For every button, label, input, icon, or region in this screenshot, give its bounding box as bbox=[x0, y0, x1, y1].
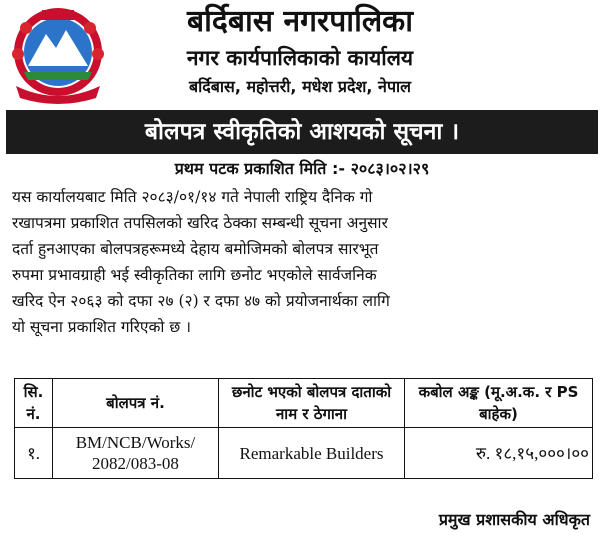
published-date: प्रथम पटक प्रकाशित मिति :- २०८३।०२।२९ bbox=[174, 159, 430, 178]
cell-amount: रु. १८,१५,०००।०० bbox=[405, 428, 593, 479]
office-name: नगर कार्यपालिकाको कार्यालय bbox=[186, 46, 414, 70]
body-line: दर्ता हुनआएका बोलपत्रहरूमध्ये देहाय बमोजिमको बोलपत्र सारभूत bbox=[12, 240, 379, 258]
body-line: रुपमा प्रभावग्राही भई स्वीकृतिका लागि छनोट भएकोले सार्वजनिक bbox=[12, 266, 377, 284]
table-header-row bbox=[15, 379, 593, 428]
table-row bbox=[15, 428, 593, 479]
body-line: खरिद ऐन २०६३ को दफा २७ (२) र दफा ४७ को प्रयोजनार्थका लागि bbox=[12, 292, 390, 310]
bid-table bbox=[14, 378, 593, 479]
cell-bid-no: BM/NCB/Works/ 2082/083-08 bbox=[53, 428, 219, 479]
office-address: बर्दिबास, महोत्तरी, मधेश प्रदेश, नेपाल bbox=[188, 77, 412, 96]
notice-body bbox=[12, 184, 592, 340]
signatory: प्रमुख प्रशासकीय अधिकृत bbox=[438, 510, 590, 529]
col-header-bid-no: बोलपत्र नं. bbox=[53, 379, 219, 428]
cell-bidder: Remarkable Builders bbox=[219, 428, 405, 479]
municipality-name: बर्दिबास नगरपालिका bbox=[187, 4, 413, 39]
col-header-amount: कबोल अङ्क (मू.अ.क. र PS बाहेक) bbox=[405, 379, 593, 428]
body-line: यो सूचना प्रकाशित गरिएको छ । bbox=[12, 318, 192, 336]
col-header-bidder: छनोट भएको बोलपत्र दाताको नाम र ठेगाना bbox=[219, 379, 405, 428]
nepal-emblem-icon bbox=[8, 6, 108, 104]
notice-title-banner: बोलपत्र स्वीकृतिको आशयको सूचना । bbox=[6, 110, 598, 154]
col-header-sn: सि. नं. bbox=[15, 379, 53, 428]
cell-sn: १. bbox=[15, 428, 53, 479]
body-line: रखापत्रमा प्रकाशित तपसिलको खरिद ठेक्का सम्बन्धी सूचना अनुसार bbox=[12, 214, 388, 232]
body-line: यस कार्यालयबाट मिति २०८३/०१/१४ गते नेपाली राष्ट्रिय दैनिक गो bbox=[12, 188, 373, 206]
